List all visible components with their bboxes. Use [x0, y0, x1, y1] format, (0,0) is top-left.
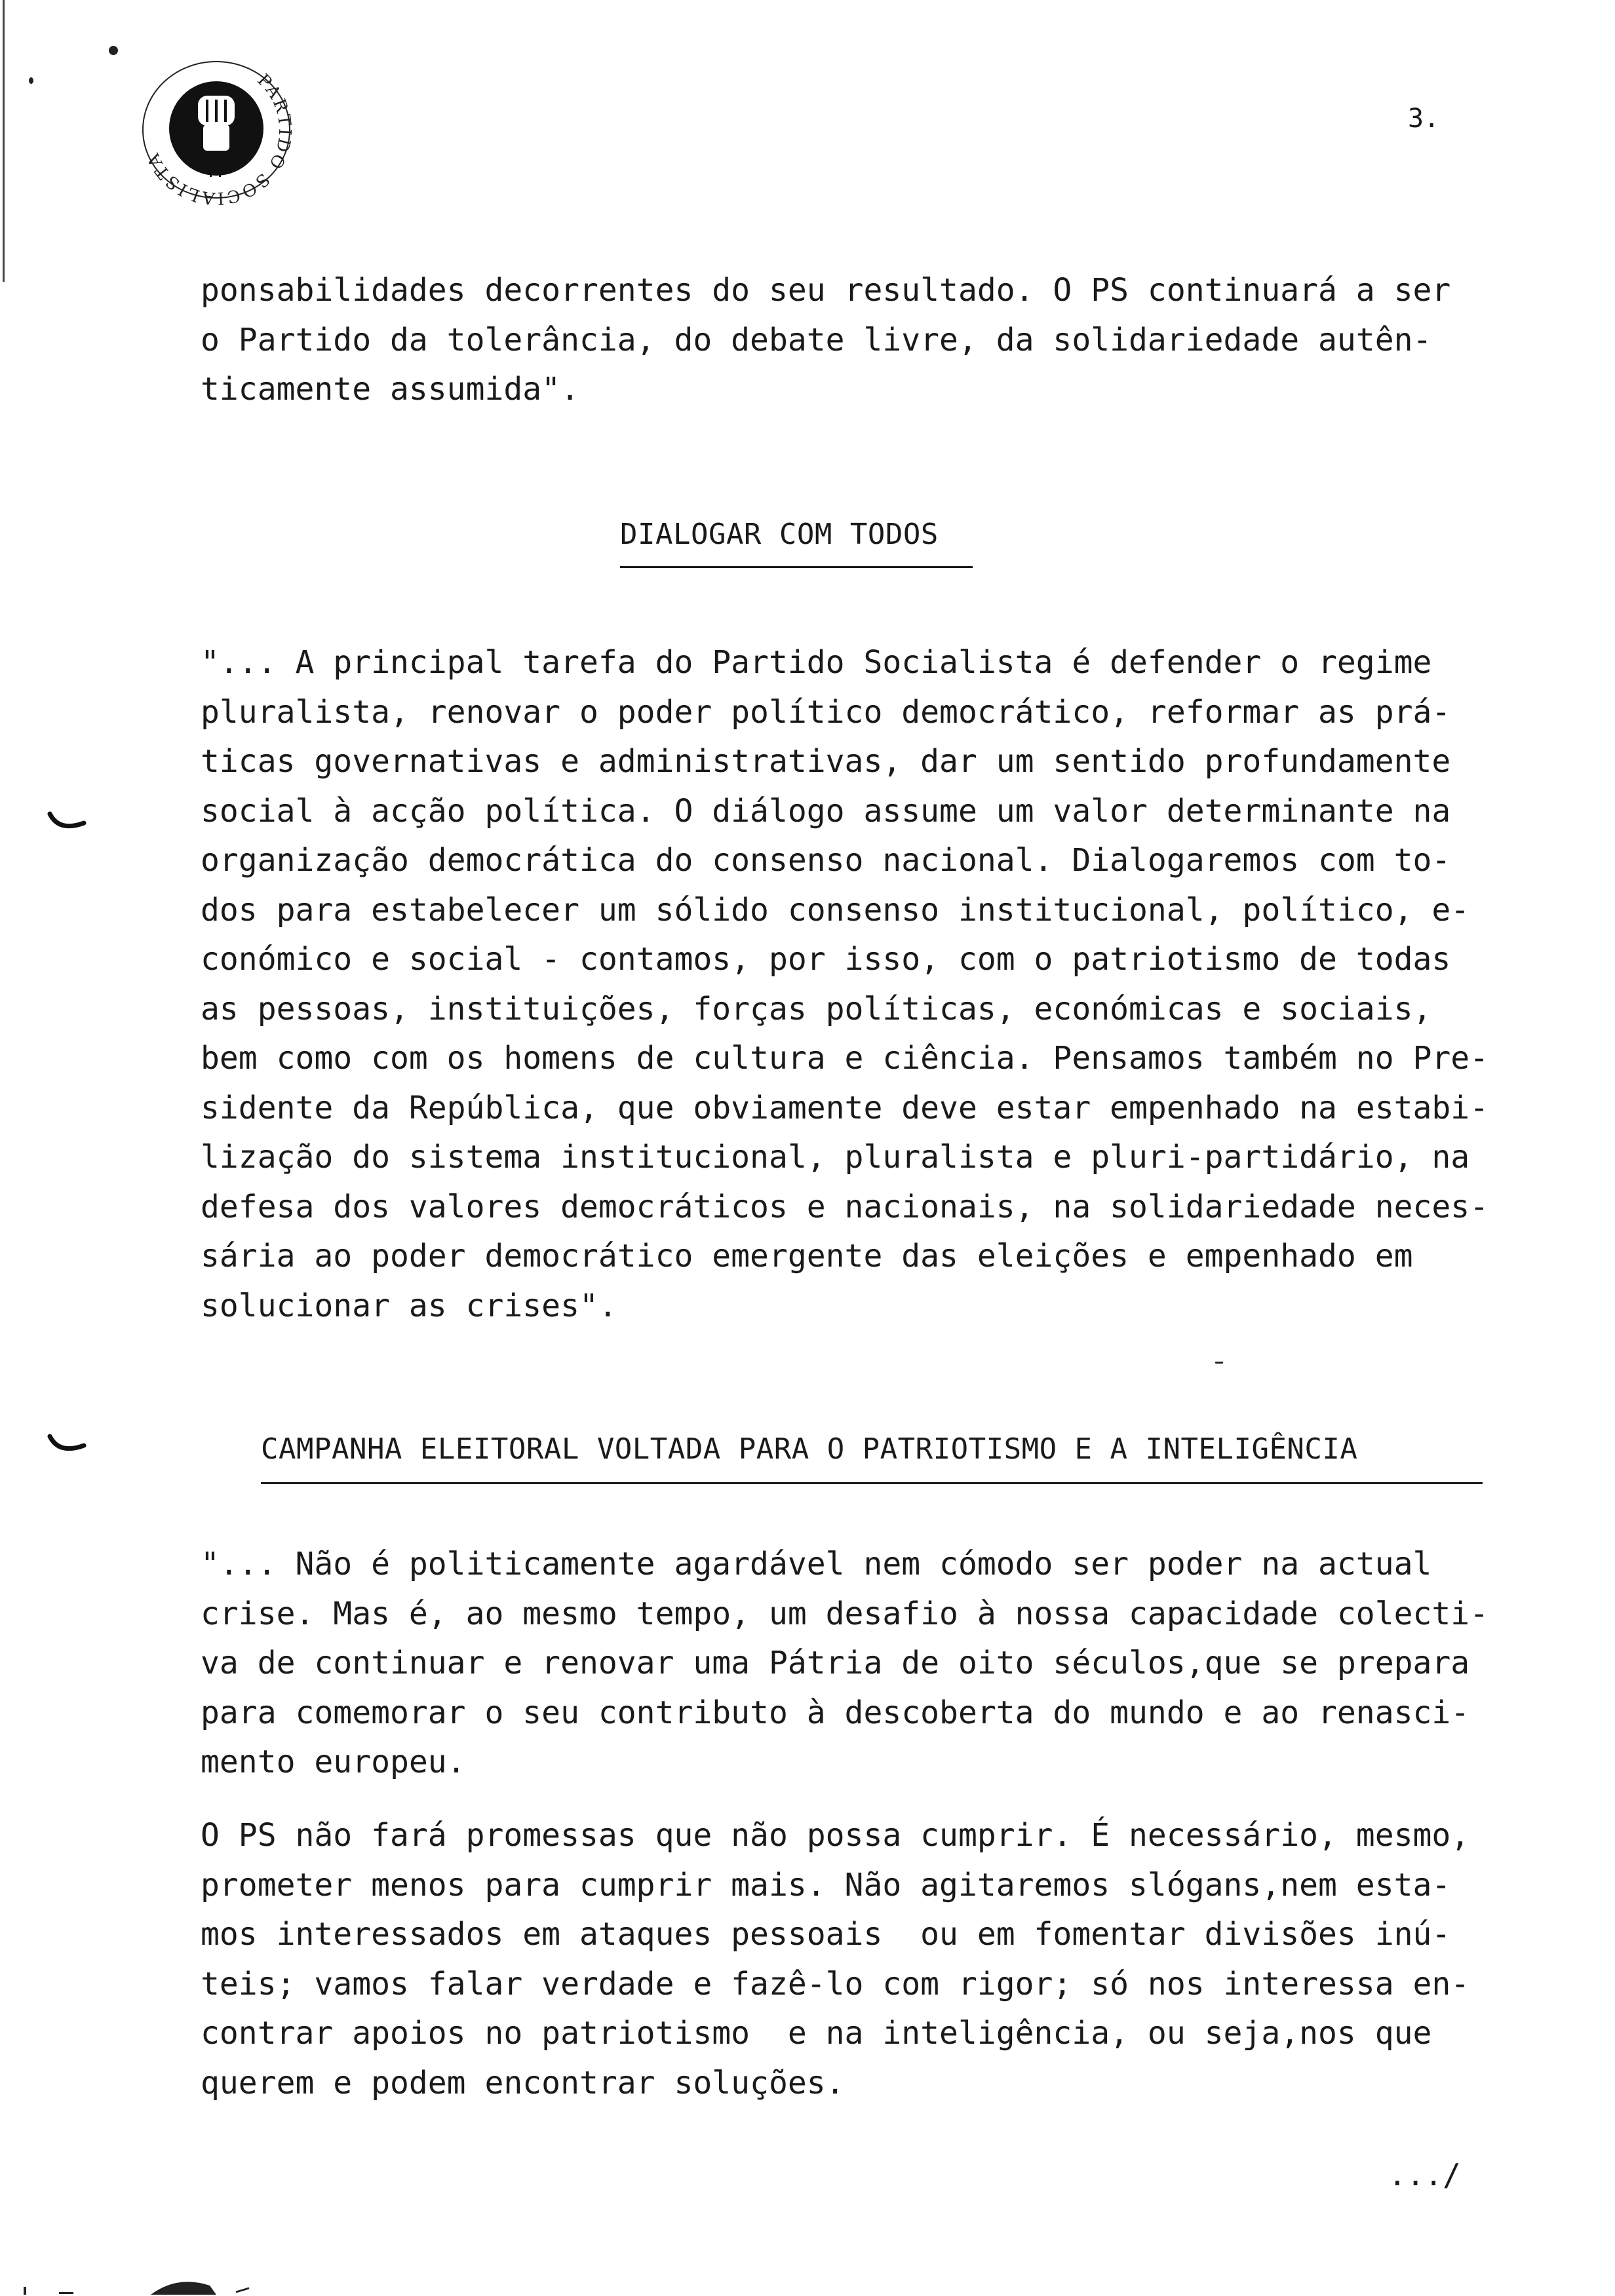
- text-line: bem como com os homens de cultura e ciência. Pensamos também no Pre-: [201, 1040, 1489, 1077]
- party-logo-icon: [138, 51, 295, 208]
- margin-mark-icon: [47, 810, 87, 836]
- scan-speck: [1215, 1362, 1223, 1364]
- text-line: ticamente assumida".: [201, 371, 579, 408]
- text-line: crise. Mas é, ao mesmo tempo, um desafio à nossa capacidade colecti-: [201, 1595, 1489, 1632]
- text-line: mento europeu.: [201, 1744, 466, 1780]
- continuation-mark: .../: [1388, 2157, 1461, 2192]
- text-line: organização democrática do consenso nacional. Dialogaremos com to-: [201, 842, 1451, 879]
- text-line: lização do sistema institucional, pluralista e pluri-partidário, na: [201, 1139, 1470, 1176]
- intro-paragraph: [201, 266, 1538, 415]
- text-line: as pessoas, instituições, forças políticas, económicas e sociais,: [201, 990, 1432, 1027]
- section2-paragraph-2: [201, 1811, 1538, 2108]
- heading-underline: [261, 1482, 1483, 1484]
- text-line: conómico e social - contamos, por isso, com o patriotismo de todas: [201, 941, 1451, 978]
- text-line: social à acção política. O diálogo assume um valor determinante na: [201, 792, 1451, 830]
- text-line: O PS não fará promessas que não possa cumprir. É necessário, mesmo,: [201, 1817, 1470, 1854]
- margin-mark-icon: [47, 1432, 87, 1459]
- text-line: "... Não é politicamente agardável nem cómodo ser poder na actual: [201, 1546, 1432, 1582]
- section2-paragraph-1: [201, 1540, 1538, 1788]
- page-number: 3.: [1408, 104, 1440, 134]
- heading-underline: [620, 566, 973, 568]
- scan-speck: [109, 46, 118, 55]
- section-heading-dialogar: DIALOGAR COM TODOS: [620, 518, 939, 551]
- text-line: o Partido da tolerância, do debate livre, da solidariedade autên-: [201, 321, 1432, 358]
- text-line: querem e podem encontrar soluções.: [201, 2064, 845, 2101]
- text-line: sária ao poder democrático emergente das eleições e empenhado em: [201, 1238, 1413, 1274]
- section-heading-campanha: CAMPANHA ELEITORAL VOLTADA PARA O PATRIOTISMO E A INTELIGÊNCIA: [261, 1432, 1358, 1466]
- text-line: defesa dos valores democráticos e nacionais, na solidariedade neces-: [201, 1188, 1489, 1225]
- text-line: "... A principal tarefa do Partido Socialista é defender o regime: [201, 644, 1432, 681]
- text-line: ticas governativas e administrativas, dar um sentido profundamente: [201, 743, 1451, 780]
- text-line: solucionar as crises".: [201, 1287, 617, 1324]
- text-line: prometer menos para cumprir mais. Não agitaremos slógans,nem esta-: [201, 1866, 1451, 1904]
- scan-speck: [29, 77, 33, 84]
- text-line: dos para estabelecer um sólido consenso institucional, político, e-: [201, 891, 1470, 928]
- text-line: ponsabilidades decorrentes do seu resultado. O PS continuará a ser: [201, 272, 1451, 309]
- text-line: va de continuar e renovar uma Pátria de oito séculos,que se prepara: [201, 1645, 1470, 1681]
- bleed-fragment-icon: [20, 2272, 269, 2296]
- scan-edge-line: [3, 0, 5, 282]
- text-line: pluralista, renovar o poder político democrático, reformar as prá-: [201, 693, 1451, 731]
- svg-text:PARTIDO SOCIALISTA: PARTIDO SOCIALISTA: [143, 70, 295, 208]
- text-line: contrar apoios no patriotismo e na inteligência, ou seja,nos que: [201, 2015, 1432, 2052]
- text-line: mos interessados em ataques pessoais ou em fomentar divisões inú-: [201, 1916, 1451, 1953]
- text-line: sidente da República, que obviamente deve estar empenhado na estabi-: [201, 1089, 1489, 1126]
- text-line: para comemorar o seu contributo à descoberta do mundo e ao renasci-: [201, 1694, 1470, 1731]
- section1-paragraph: [201, 638, 1538, 1331]
- text-line: teis; vamos falar verdade e fazê-lo com rigor; só nos interessa en-: [201, 1965, 1470, 2002]
